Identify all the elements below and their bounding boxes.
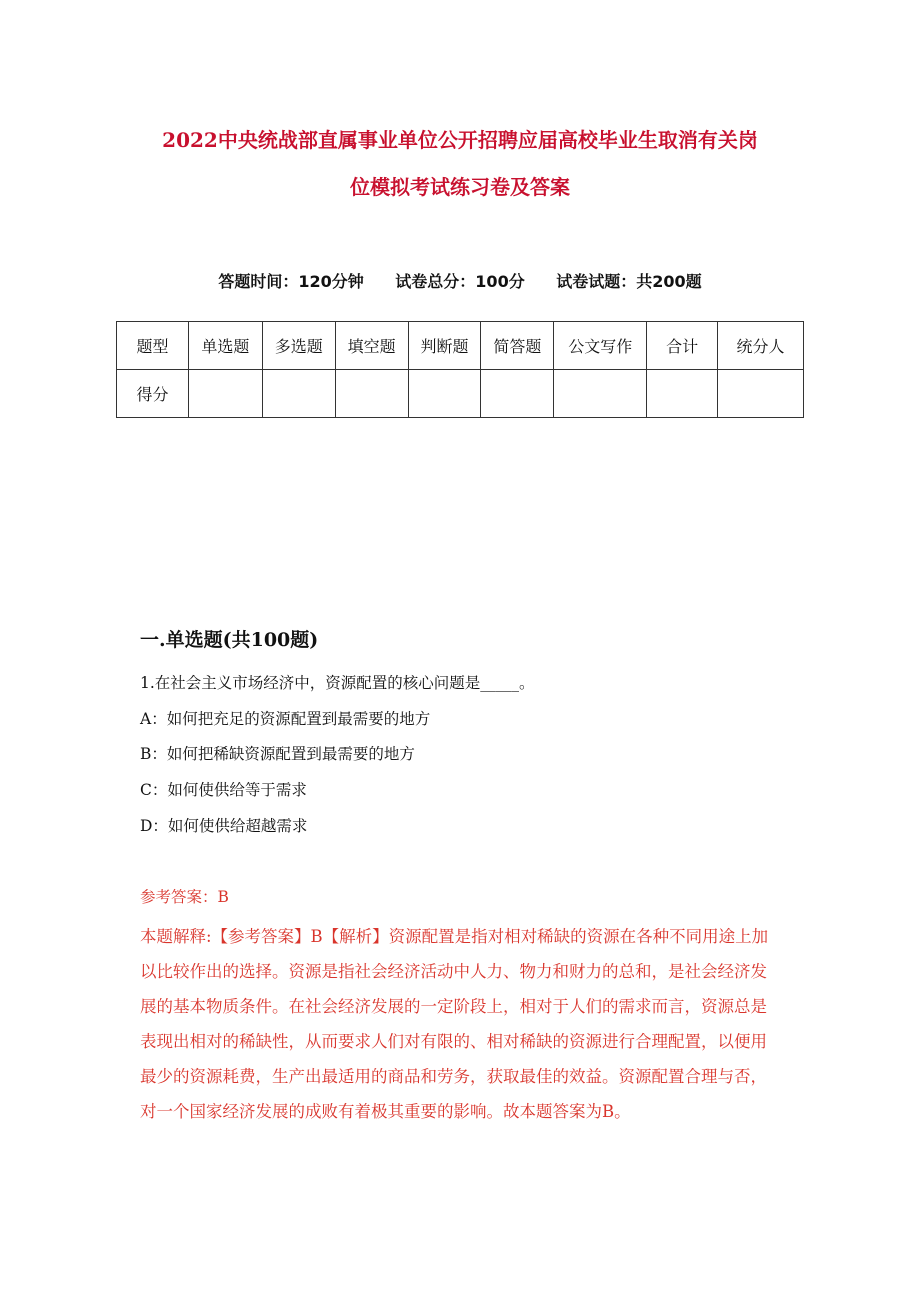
header-cell: 合计: [647, 322, 718, 370]
option-a: A：如何把充足的资源配置到最需要的地方: [140, 710, 431, 728]
header-cell: 简答题: [481, 322, 554, 370]
section-title: 一.单选题(共100题): [140, 629, 319, 651]
question-text: 1.在社会主义市场经济中，资源配置的核心问题是_____。: [140, 674, 535, 692]
header-cell: 统分人: [718, 322, 804, 370]
score-cell: [554, 370, 647, 418]
score-cell: [718, 370, 804, 418]
score-cell: [481, 370, 554, 418]
reference-answer: 参考答案：B: [140, 888, 229, 906]
header-cell: 判断题: [408, 322, 481, 370]
exam-time: 答题时间：120分钟: [218, 272, 364, 291]
option-d: D：如何使供给超越需求: [140, 817, 308, 835]
score-table-score-row: [117, 370, 804, 418]
exam-question-count: 试卷试题：共200题: [556, 272, 702, 291]
doc-title-line1: 2022中央统战部直属事业单位公开招聘应届高校毕业生取消有关岗: [162, 128, 758, 152]
row-label-cell: 得分: [117, 370, 189, 418]
header-cell: 公文写作: [554, 322, 647, 370]
score-table-header-row: [117, 322, 804, 370]
option-c: C：如何使供给等于需求: [140, 781, 307, 799]
score-cell: [335, 370, 408, 418]
score-cell: [647, 370, 718, 418]
score-table: [116, 321, 804, 418]
answer-explanation: 本题解释:【参考答案】B【解析】资源配置是指对相对稀缺的资源在各种不同用途上加以比较作出的选择。资源是指社会经济活动中人力、物力和财力的总和，是社会经济发展的基本物质条件。在社会经济发展的一定阶段上，相对于人们的需求而言，资源总是表现出相对的稀缺性，从而要求人们对有限的、相对稀缺的资源进行合理配置，以便用最少的资源耗费，生产出最适用的商品和劳务，获取最佳的效益。资源配置合理与否，对一个国家经济发展的成败有着极其重要的影响。故本题答案为B。: [140, 927, 769, 1121]
header-cell: 填空题: [335, 322, 408, 370]
exam-total-score: 试卷总分：100分: [395, 272, 525, 291]
exam-meta: [0, 269, 920, 292]
header-cell: 单选题: [188, 322, 262, 370]
score-cell: [188, 370, 262, 418]
score-cell: [262, 370, 335, 418]
doc-title-line2: 位模拟考试练习卷及答案: [350, 175, 570, 199]
score-cell: [408, 370, 481, 418]
option-b: B：如何把稀缺资源配置到最需要的地方: [140, 745, 415, 763]
header-cell: 题型: [117, 322, 189, 370]
header-cell: 多选题: [262, 322, 335, 370]
